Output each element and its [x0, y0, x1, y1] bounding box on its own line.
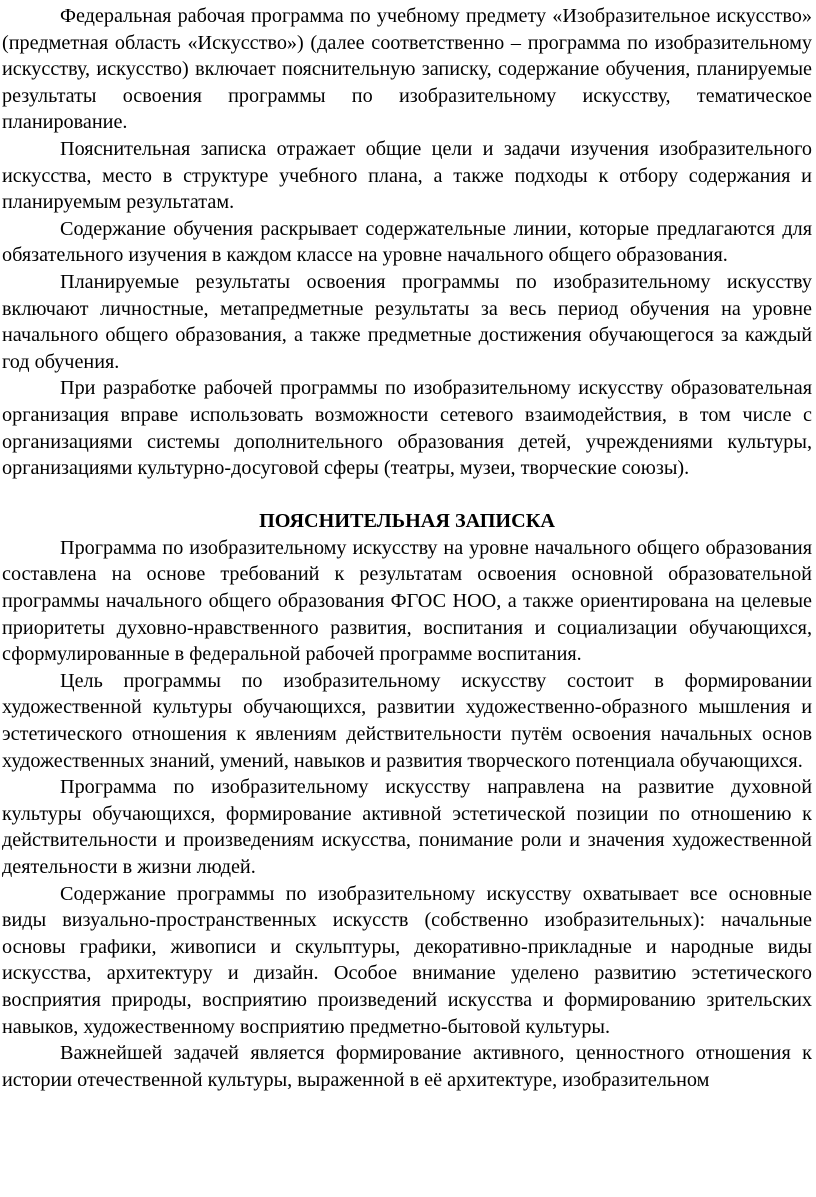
intro-paragraph-2: Пояснительная записка отражает общие цели и задачи изучения изобразительного искусства, место в структуре учебного плана, а также подходы к отбору содержания и планируемым результатам. — [2, 137, 812, 214]
intro-paragraph-1: Федеральная рабочая программа по учебному предмету «Изобразительное искусство» (предметная область «Искусство») (далее соответственно – программа по изобразительному искусству, искусство) включает пояснительную записку, содержание обучения, планируемые результаты освоения программы по изобразительному искусству, тематическое планирование. — [2, 5, 812, 134]
intro-paragraph-5: При разработке рабочей программы по изобразительному искусству образовательная организация вправе использовать возможности сетевого взаимодействия, в том числе с организациями системы дополнительного образования детей, учреждениями культуры, организациями культурно-досуговой сферы (театры, музеи, творческие союзы). — [2, 377, 812, 480]
intro-paragraph-3: Содержание обучения раскрывает содержательные линии, которые предлагаются для обязательного изучения в каждом классе на уровне начального общего образования. — [2, 217, 812, 267]
section-heading: ПОЯСНИТЕЛЬНАЯ ЗАПИСКА — [259, 510, 555, 533]
section-paragraph-4: Содержание программы по изобразительному искусству охватывает все основные виды визуально-пространственных искусств (собственно изобразительных): начальные основы графики, живописи и скульптуры, декоративно-прикладные и народные виды искусства, архитектуру и дизайн. Особое внимание уделено развитию эстетического восприятия природы, восприятию произведений искусства и формированию зрительских навыков, художественному восприятию предметно-бытовой культуры. — [2, 882, 812, 1038]
intro-paragraph-4: Планируемые результаты освоения программы по изобразительному искусству включают личностные, метапредметные результаты за весь период обучения на уровне начального общего образования, а также предметные достижения обучающегося за каждый год обучения. — [2, 270, 812, 373]
section-spacer — [2, 482, 812, 509]
section-paragraph-5: Важнейшей задачей является формирование активного, ценностного отношения к истории отечественной культуры, выраженной в её архитектуре, изобразительном — [2, 1042, 812, 1091]
section-paragraph-1: Программа по изобразительному искусству на уровне начального общего образования составлена на основе требований к результатам освоения основной образовательной программы начального общего образования ФГОС НОО, а также ориентирована на целевые приоритеты духовно-нравственного развития, воспитания и социализации обучающихся, сформулированные в федеральной рабочей программе воспитания. — [2, 536, 812, 666]
section-paragraph-2: Цель программы по изобразительному искусству состоит в формировании художественной культуры обучающихся, развитии художественно-образного мышления и эстетического отношения к явлениям действительности путём освоения начальных основ художественных знаний, умений, навыков и развития творческого потенциала обучающихся. — [2, 669, 812, 772]
section-paragraph-3: Программа по изобразительному искусству направлена на развитие духовной культуры обучающихся, формирование активной эстетической позиции по отношению к действительности и произведениям искусства, понимание роли и значения художественной деятельности в жизни людей. — [2, 776, 812, 878]
